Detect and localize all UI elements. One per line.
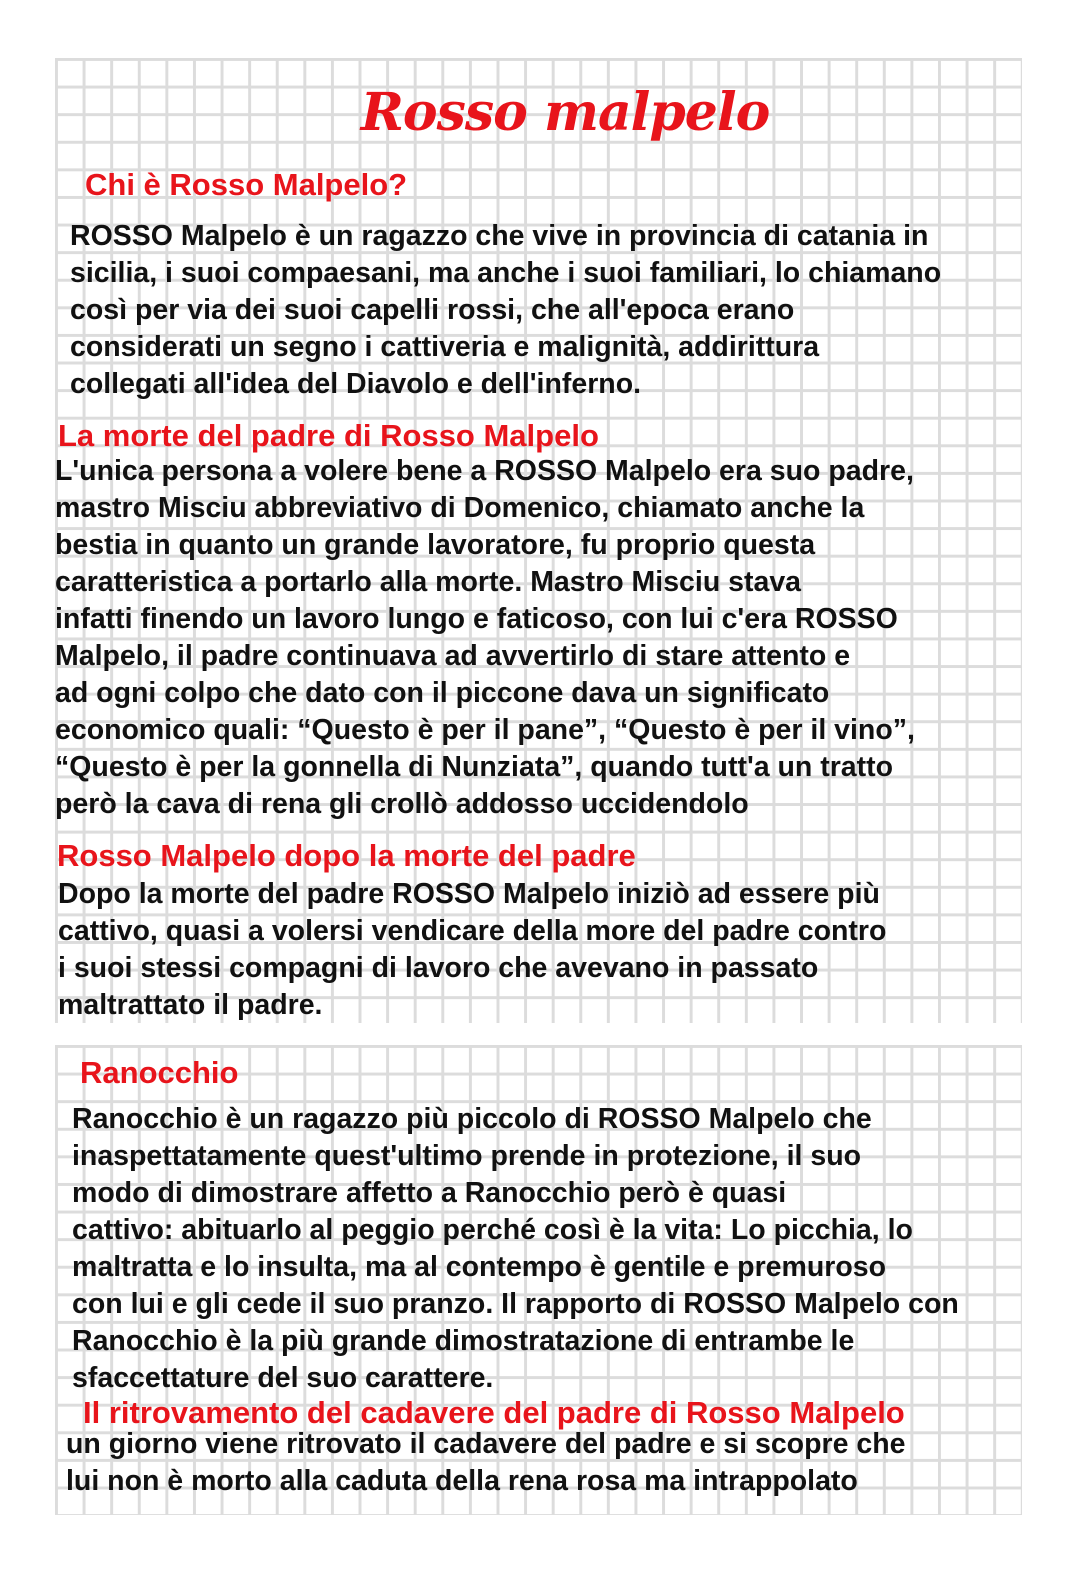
section-heading: La morte del padre di Rosso Malpelo xyxy=(58,418,599,453)
text-line: inaspettatamente quest'ultimo prende in protezione, il suo xyxy=(72,1140,862,1172)
section-heading: Chi è Rosso Malpelo? xyxy=(85,167,408,202)
text-line: “Questo è per la gonnella di Nunziata”, quando tutt'a un tratto xyxy=(55,751,894,783)
text-line: ROSSO Malpelo è un ragazzo che vive in provincia di catania in xyxy=(70,220,929,252)
text-line: Dopo la morte del padre ROSSO Malpelo iniziò ad essere più xyxy=(58,878,880,910)
text-line: Ranocchio è la più grande dimostratazione di entrambe le xyxy=(72,1325,855,1357)
text-line: sicilia, i suoi compaesani, ma anche i suoi familiari, lo chiamano xyxy=(70,257,942,289)
section-paragraph xyxy=(58,876,886,1024)
text-line: sfaccettature del suo carattere. xyxy=(72,1362,494,1394)
text-line: modo di dimostrare affetto a Ranocchio però è quasi xyxy=(72,1177,787,1209)
section-paragraph xyxy=(66,1426,905,1500)
text-line: bestia in quanto un grande lavoratore, fu proprio questa xyxy=(55,529,816,561)
section-heading: Rosso Malpelo dopo la morte del padre xyxy=(57,838,636,873)
section-paragraph xyxy=(55,453,915,823)
text-line: ad ogni colpo che dato con il piccone dava un significato xyxy=(55,677,830,709)
text-line: cattivo, quasi a volersi vendicare della more del padre contro xyxy=(58,915,887,947)
text-line: Ranocchio è un ragazzo più piccolo di ROSSO Malpelo che xyxy=(72,1103,872,1135)
text-line: economico quali: “Questo è per il pane”, “Questo è per il vino”, xyxy=(55,714,915,746)
text-line: caratteristica a portarlo alla morte. Mastro Misciu stava xyxy=(55,566,802,598)
text-line: cattivo: abituarlo al peggio perché così è la vita: Lo picchia, lo xyxy=(72,1214,913,1246)
section-paragraph xyxy=(70,218,941,403)
text-line: con lui e gli cede il suo pranzo. Il rapporto di ROSSO Malpelo con xyxy=(72,1288,959,1320)
text-line: un giorno viene ritrovato il cadavere del padre e si scopre che xyxy=(66,1428,906,1460)
page-title: Rosso malpelo xyxy=(360,82,770,143)
text-line: maltratta e lo insulta, ma al contempo è gentile e premuroso xyxy=(72,1251,887,1283)
text-line: i suoi stessi compagni di lavoro che avevano in passato xyxy=(58,952,819,984)
text-line: mastro Misciu abbreviativo di Domenico, chiamato anche la xyxy=(55,492,865,524)
section-paragraph xyxy=(72,1101,959,1397)
text-line: considerati un segno i cattiveria e malignità, addirittura xyxy=(70,331,820,363)
section-heading: Il ritrovamento del cadavere del padre di Rosso Malpelo xyxy=(83,1395,905,1430)
section-heading: Ranocchio xyxy=(80,1055,239,1090)
text-line: però la cava di rena gli crollò addosso uccidendolo xyxy=(55,788,749,820)
text-line: collegati all'idea del Diavolo e dell'inferno. xyxy=(70,368,642,400)
text-line: L'unica persona a volere bene a ROSSO Malpelo era suo padre, xyxy=(55,455,914,487)
text-line: così per via dei suoi capelli rossi, che all'epoca erano xyxy=(70,294,795,326)
text-line: maltrattato il padre. xyxy=(58,989,323,1021)
text-line: Malpelo, il padre continuava ad avvertirlo di stare attento e xyxy=(55,640,851,672)
text-line: infatti finendo un lavoro lungo e faticoso, con lui c'era ROSSO xyxy=(55,603,898,635)
text-line: lui non è morto alla caduta della rena rosa ma intrappolato xyxy=(66,1465,858,1497)
